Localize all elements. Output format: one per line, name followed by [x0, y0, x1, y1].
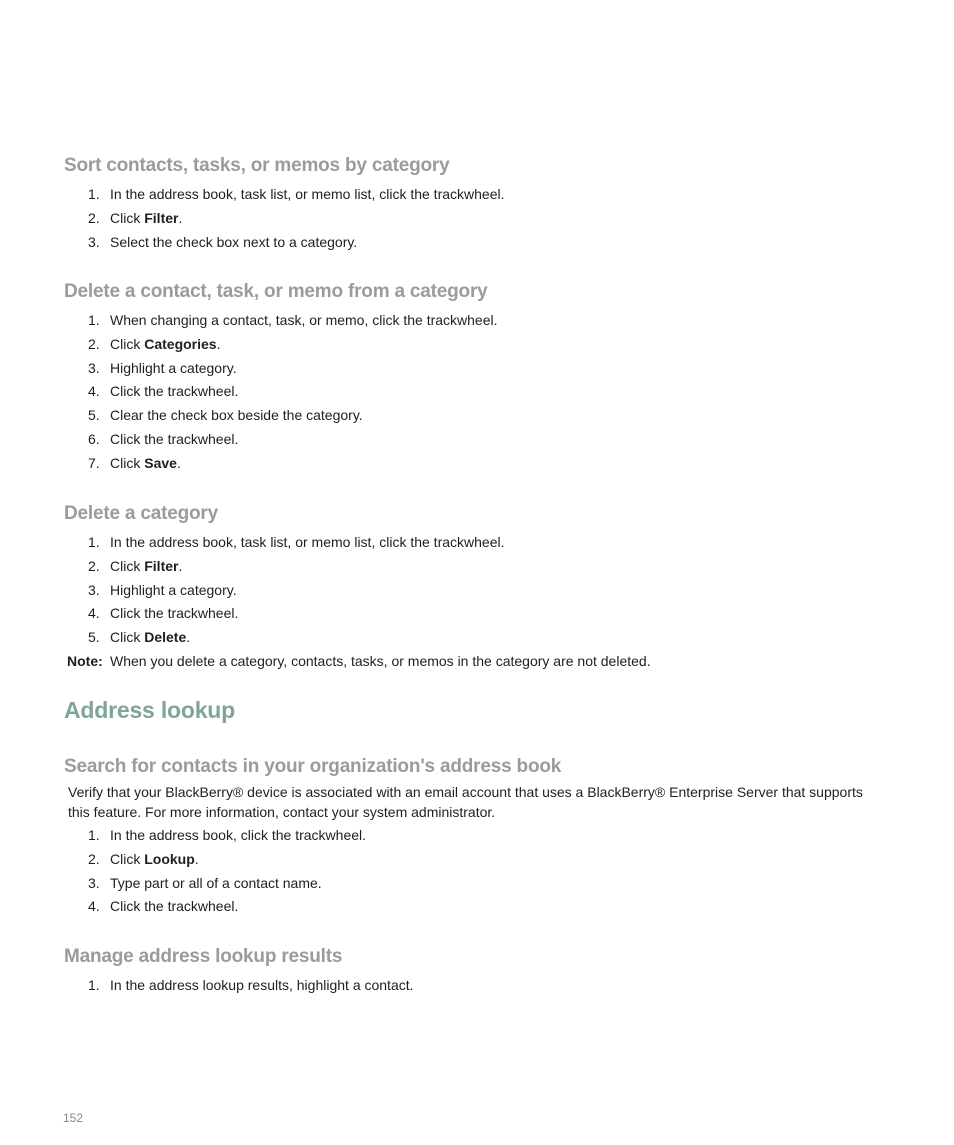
- step-number: 2.: [88, 209, 100, 226]
- section-search-contacts: [64, 756, 904, 919]
- step-text: Click the trackwheel.: [110, 898, 239, 915]
- step-number: 1.: [88, 827, 100, 843]
- step-item: [64, 404, 904, 428]
- step-number: 1.: [88, 534, 100, 550]
- step-item: [64, 895, 904, 919]
- step-number: 5.: [88, 407, 100, 424]
- step-number: 1.: [88, 186, 100, 202]
- step-text: Highlight a category.: [110, 581, 237, 598]
- step-number: 3.: [88, 359, 100, 376]
- heading-delete-from-category: Delete a contact, task, or memo from a category: [64, 281, 488, 302]
- step-text: Click the trackwheel.: [110, 383, 239, 400]
- step-text: In the address lookup results, highlight a contact.: [110, 977, 414, 993]
- steps-list: [64, 531, 904, 650]
- step-item: [64, 333, 904, 357]
- step-ui-term: Filter: [144, 557, 179, 574]
- step-number: 4.: [88, 383, 100, 400]
- step-item: [64, 848, 904, 872]
- step-text: Highlight a category.: [110, 359, 237, 376]
- step-text: When changing a contact, task, or memo, click the trackwheel.: [110, 312, 498, 328]
- heading-address-lookup: Address lookup: [64, 697, 236, 723]
- step-text-suffix: .: [186, 629, 191, 646]
- step-text: Clear the check box beside the category.: [110, 407, 363, 424]
- step-ui-term: Categories: [144, 335, 217, 352]
- step-item: [64, 531, 904, 555]
- section-delete-category: [64, 503, 904, 672]
- step-item: [64, 555, 904, 579]
- step-number: 4.: [88, 605, 100, 622]
- step-item: [64, 183, 904, 207]
- step-item: [64, 380, 904, 404]
- step-number: 3.: [88, 874, 100, 891]
- step-item: [64, 626, 904, 650]
- step-number: 2.: [88, 850, 100, 867]
- steps-list: [64, 974, 904, 998]
- step-text: In the address book, task list, or memo list, click the trackwheel.: [110, 186, 505, 202]
- step-text: Click: [110, 335, 145, 352]
- step-ui-term: Lookup: [144, 850, 195, 867]
- steps-list: [64, 309, 904, 476]
- step-text-suffix: .: [178, 557, 183, 574]
- note: [64, 650, 904, 672]
- page-number: 152: [63, 1111, 84, 1125]
- heading-manage-results: Manage address lookup results: [64, 946, 343, 967]
- intro-paragraph: Verify that your BlackBerry® device is associated with an email account that uses a BlackBerry® Enterprise Server that supports this feature. For more information, contact your system administrator.: [68, 784, 863, 820]
- step-number: 1.: [88, 977, 100, 993]
- step-text: Click: [110, 850, 145, 867]
- step-item: [64, 824, 904, 848]
- step-text-suffix: .: [194, 850, 199, 867]
- step-number: 3.: [88, 233, 100, 250]
- step-number: 2.: [88, 557, 100, 574]
- step-item: [64, 357, 904, 381]
- step-number: 1.: [88, 312, 100, 328]
- step-text-suffix: .: [178, 209, 183, 226]
- heading-search-contacts: Search for contacts in your organization's address book: [64, 756, 562, 777]
- step-number: 4.: [88, 898, 100, 915]
- step-text: Click: [110, 209, 145, 226]
- step-item: [64, 428, 904, 452]
- step-text: Select the check box next to a category.: [110, 233, 358, 250]
- step-number: 3.: [88, 581, 100, 598]
- step-text-suffix: .: [216, 335, 221, 352]
- step-text: Type part or all of a contact name.: [110, 874, 322, 891]
- step-text: Click: [110, 454, 145, 471]
- step-item: [64, 579, 904, 603]
- step-item: [64, 309, 904, 333]
- step-text: Click: [110, 557, 145, 574]
- step-item: [64, 872, 904, 896]
- step-item: [64, 452, 904, 476]
- steps-list: [64, 824, 904, 919]
- step-item: [64, 207, 904, 231]
- step-number: 6.: [88, 430, 100, 447]
- step-item: [64, 602, 904, 626]
- heading-delete-category: Delete a category: [64, 503, 218, 524]
- step-ui-term: Save: [144, 454, 177, 471]
- step-text: Click: [110, 629, 145, 646]
- section-manage-results: [64, 946, 904, 998]
- step-text: In the address book, task list, or memo list, click the trackwheel.: [110, 534, 505, 550]
- note-label: Note:: [67, 652, 103, 669]
- section-address-lookup: [64, 697, 904, 723]
- step-item: [64, 231, 904, 255]
- section-delete-from-category: [64, 281, 904, 476]
- steps-list: [64, 183, 904, 254]
- step-ui-term: Delete: [144, 629, 187, 646]
- step-ui-term: Filter: [144, 209, 179, 226]
- step-number: 2.: [88, 335, 100, 352]
- step-item: [64, 974, 904, 998]
- step-text: Click the trackwheel.: [110, 605, 239, 622]
- step-text: In the address book, click the trackwheel.: [110, 827, 367, 843]
- note-text: When you delete a category, contacts, tasks, or memos in the category are not deleted.: [110, 652, 651, 669]
- step-text: Click the trackwheel.: [110, 430, 239, 447]
- section-sort-by-category: [64, 155, 904, 254]
- step-number: 5.: [88, 629, 100, 646]
- step-text-suffix: .: [176, 454, 181, 471]
- heading-sort-by-category: Sort contacts, tasks, or memos by category: [64, 155, 450, 176]
- step-number: 7.: [88, 454, 100, 471]
